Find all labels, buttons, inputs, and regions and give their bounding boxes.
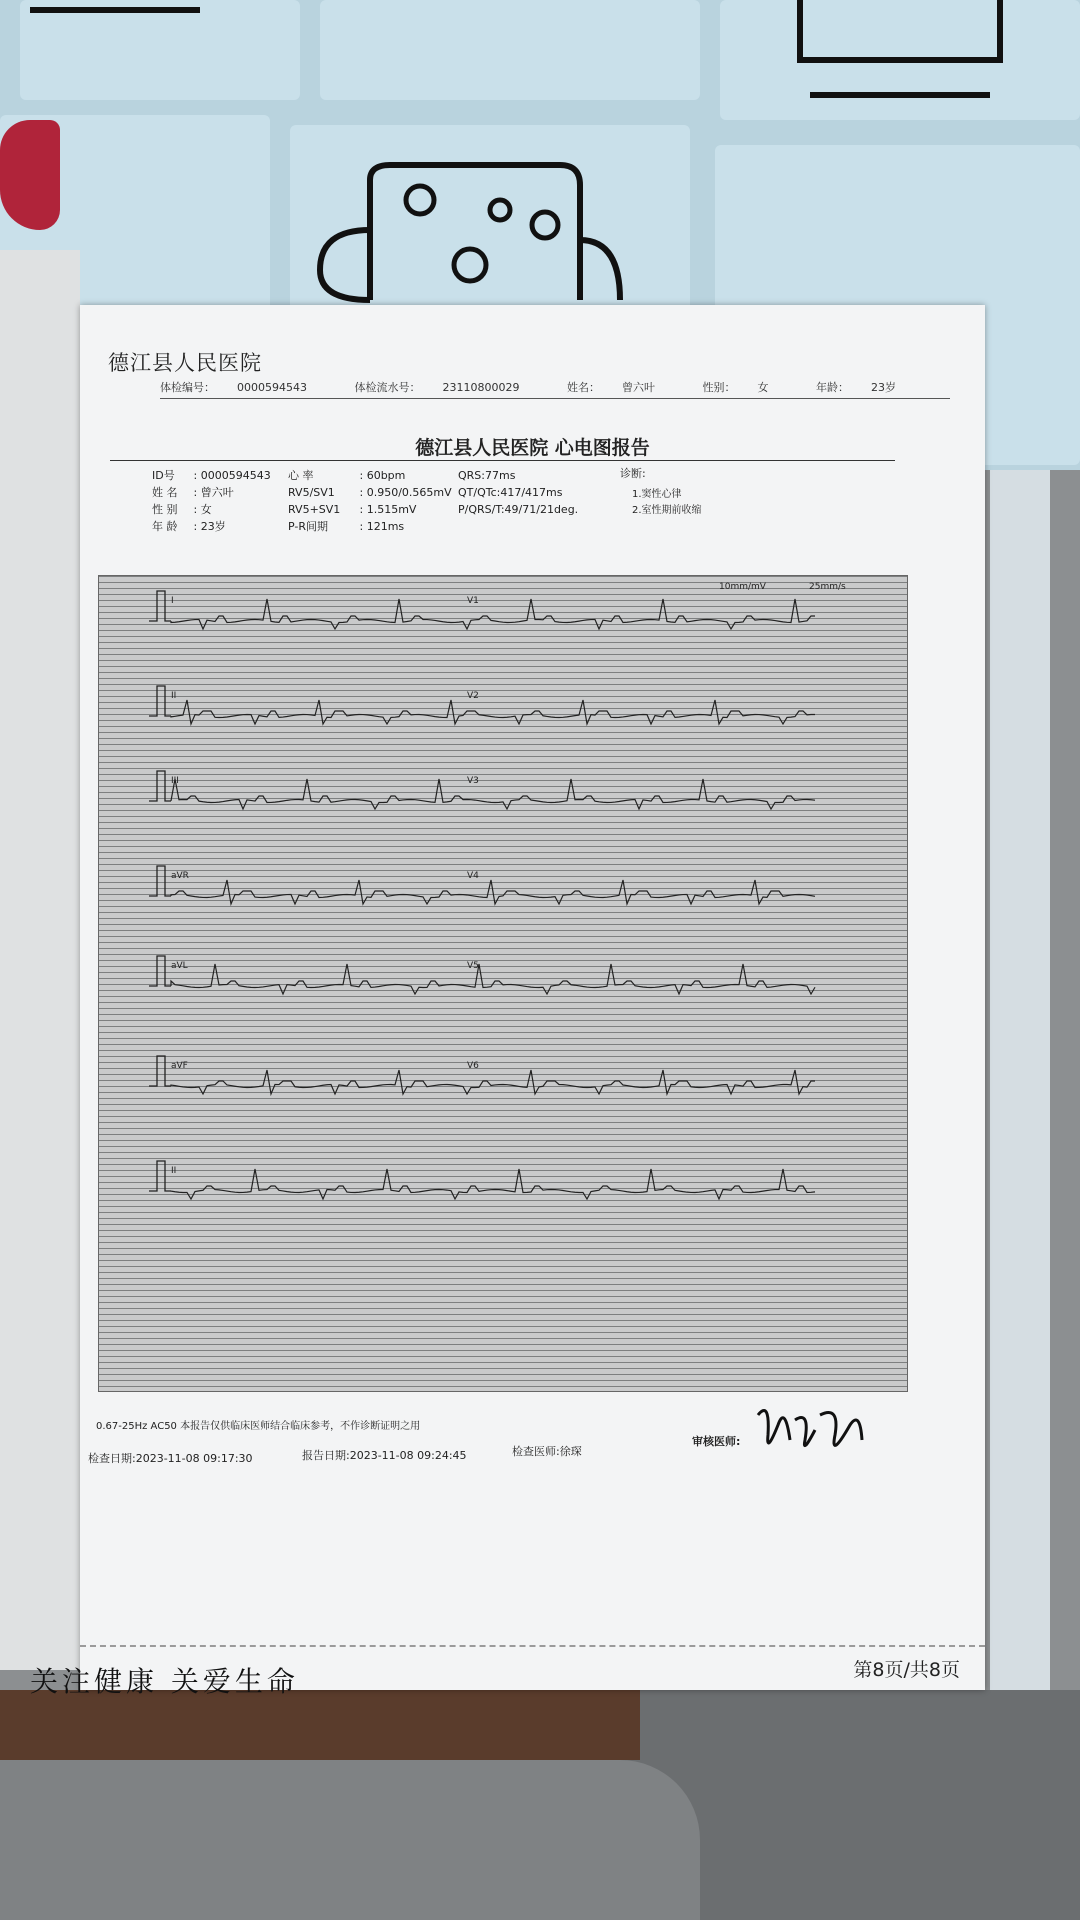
lead-label: V1 [467,596,479,606]
axis-value: P/QRS/T:49/71/21deg. [458,503,579,516]
scale-left: 10mm/mV [719,582,766,592]
ecg-trace [171,700,815,724]
fabric-strip [0,1690,640,1760]
perforation-line [80,1645,985,1647]
calibration-pulse [149,591,171,621]
lead-label: V6 [467,1061,479,1071]
ecg-svg [99,576,907,1391]
info-column-1 [152,467,271,535]
review-doctor: 审核医师: [692,1435,741,1448]
diagnosis-item: 1.窦性心律 [632,489,682,500]
ecg-trace [171,1070,815,1094]
lead-label: aVL [171,961,188,971]
info-column-2 [288,467,452,535]
scale-right: 25mm/s [809,582,846,592]
report-title: 德江县人民医院 心电图报告 [415,437,650,459]
lead-label: aVR [171,871,189,881]
report-paper [30,305,985,1698]
lead-label: V5 [467,961,479,971]
sex-label: 性别： [702,381,736,394]
lead-label: III [171,776,179,786]
ecg-trace [171,779,815,809]
calibration-pulse [149,1161,171,1191]
title-divider [110,460,895,461]
info-row: RV5+SV1 : 1.515mV [288,503,417,516]
diagnosis-item: 2.室性期前收缩 [632,505,702,516]
lead-label: V3 [467,776,479,786]
patient-info-line [160,379,950,399]
calibration-pulse [149,771,171,801]
name-label: 姓名： [566,381,600,394]
info-row: 姓 名 : 曾六叶 [152,486,234,499]
flow-no-label: 体检流水号： [354,381,421,394]
age-label: 年龄： [815,381,849,394]
lead-label: V4 [467,871,479,881]
fabric-fold [0,1760,700,1920]
info-row: RV5/SV1 : 0.950/0.565mV [288,486,452,499]
page-number: 第8页/共8页 [853,1659,960,1681]
calibration-pulse [149,686,171,716]
diagnosis-label: 诊断: [620,467,646,480]
patient-sex: 女 [757,381,769,394]
ecg-trace [171,1169,815,1199]
info-row: ID号 : 0000594543 [152,469,271,482]
signature [750,1395,870,1465]
lead-label: aVF [171,1061,188,1071]
exam-no-label: 体检编号： [160,381,215,394]
calibration-pulse [149,866,171,896]
calibration-pulse [149,956,171,986]
patient-name: 曾六叶 [621,381,655,394]
lead-label: I [171,596,174,606]
ecg-trace [171,599,815,629]
hospital-header: 德江县人民医院 [108,351,262,375]
calibration-pulse [149,1056,171,1086]
slogan: 关注健康 关爱生命 [30,1665,299,1698]
qt-value: QT/QTc:417/417ms [458,486,563,499]
report-date: 报告日期:2023-11-08 09:24:45 [302,1449,467,1462]
exam-doctor: 检查医师:徐琛 [512,1445,582,1458]
info-column-3 [458,467,578,518]
ecg-tracing [98,575,908,1392]
lead-label: II [171,691,177,701]
underlying-page [0,250,80,1670]
exam-no: 0000594543 [237,381,307,394]
flow-no: 23110800029 [442,381,520,394]
side-sheet [990,470,1050,1700]
ecg-trace [171,964,815,994]
info-row: 心 率 : 60bpm [288,469,406,482]
filter-note: 0.67-25Hz AC50 本报告仅供临床医师结合临床参考，不作诊断证明之用 [96,1421,421,1432]
info-row: P-R间期 : 121ms [288,520,405,533]
qrs-value: QRS:77ms [458,469,516,482]
info-row: 性 别 : 女 [152,503,212,516]
lead-label: II [171,1166,177,1176]
exam-date: 检查日期:2023-11-08 09:17:30 [88,1452,253,1465]
toy-figure [0,120,60,230]
ecg-trace [171,880,815,904]
info-row: 年 龄 : 23岁 [152,520,226,533]
lead-label: V2 [467,691,479,701]
patient-age: 23岁 [870,381,896,394]
